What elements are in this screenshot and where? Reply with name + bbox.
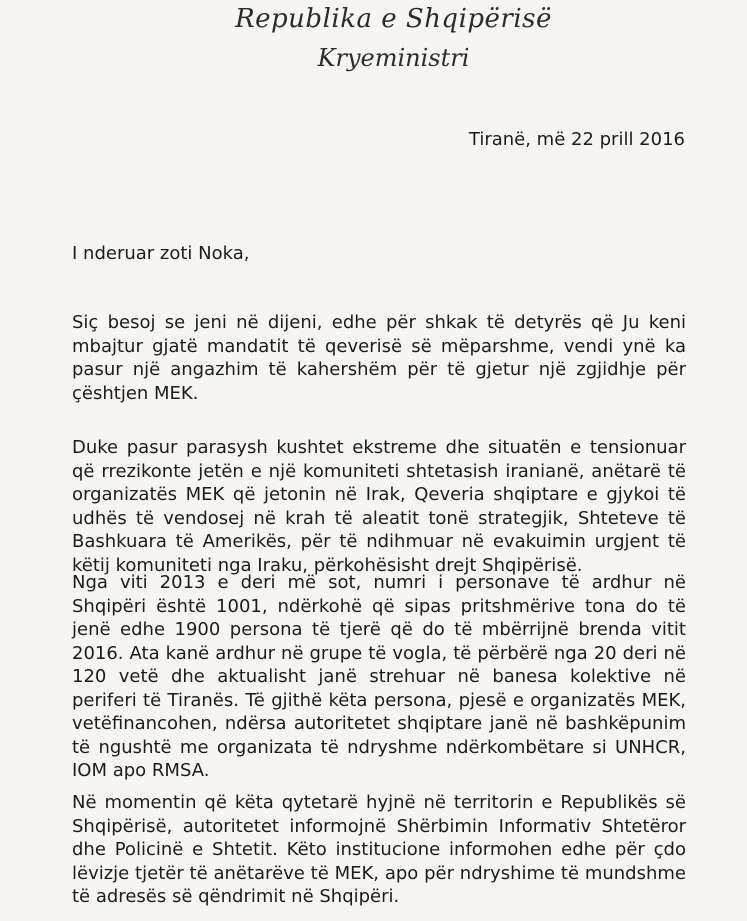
paragraph-2: Duke pasur parasysh kushtet ekstreme dhe situatën e tensionuar që rrezikonte jetën e një komuniteti shtetasish iranianë, anëtarë të organizatës MEK që jetonin në Irak, Qeveria shqiptare e gjykoi të udhës të vendosej në krah të aleatit tonë strategjik, Shteteve të Bashkuara të Amerikës, për të ndihmuar në evakuimin urgjent të këtij komuniteti nga Iraku, përkohësisht drejt Shqipërisë. [72,437,686,576]
letterhead-prime-minister: Kryeministri [317,44,470,72]
salutation: I nderuar zoti Noka, [72,243,250,264]
paragraph-1: Siç besoj se jeni në dijeni, edhe për shkak të detyrës që Ju keni mbajtur gjatë mandatit të qeverisë së mëparshme, vendi ynë ka pasur një angazhim të kahershëm për të gjetur një zgjidhje për çështjen MEK. [72,312,686,404]
paragraph-3: Nga viti 2013 e deri më sot, numri i personave të ardhur në Shqipëri është 1001, ndërkohë që sipas pritshmërive tona do të jenë edhe 1900 persona të tjerë që do të mbërrijnë brenda vitit 2016. Ata kanë ardhur në grupe të vogla, të përbërë nga 20 deri në 120 vetë dhe aktualisht janë strehuar në banesa kolektive në periferi të Tiranës. Të gjithë këta persona, pjesë e organizatës MEK, vetëfinancohen, ndërsa autoritetet shqiptare janë në bashkëpunim të ngushtë me organizata të ndryshme ndërkombëtare si UNHCR, IOM apo RMSA. [72,572,686,781]
letterhead [0,4,747,72]
paragraph-4: Në momentin që këta qytetarë hyjnë në territorin e Republikës së Shqipërisë, autoritetet informojnë Shërbimin Informativ Shtetëror dhe Policinë e Shtetit. Këto institucione informohen edhe për çdo lëvizje tjetër të anëtarëve të MEK, apo për ndryshime të mundshme të adresës së qëndrimit në Shqipëri. [72,792,686,907]
letter-date: Tiranë, më 22 prill 2016 [468,129,685,150]
letterhead-republic: Republika e Shqipërisë [235,4,552,34]
